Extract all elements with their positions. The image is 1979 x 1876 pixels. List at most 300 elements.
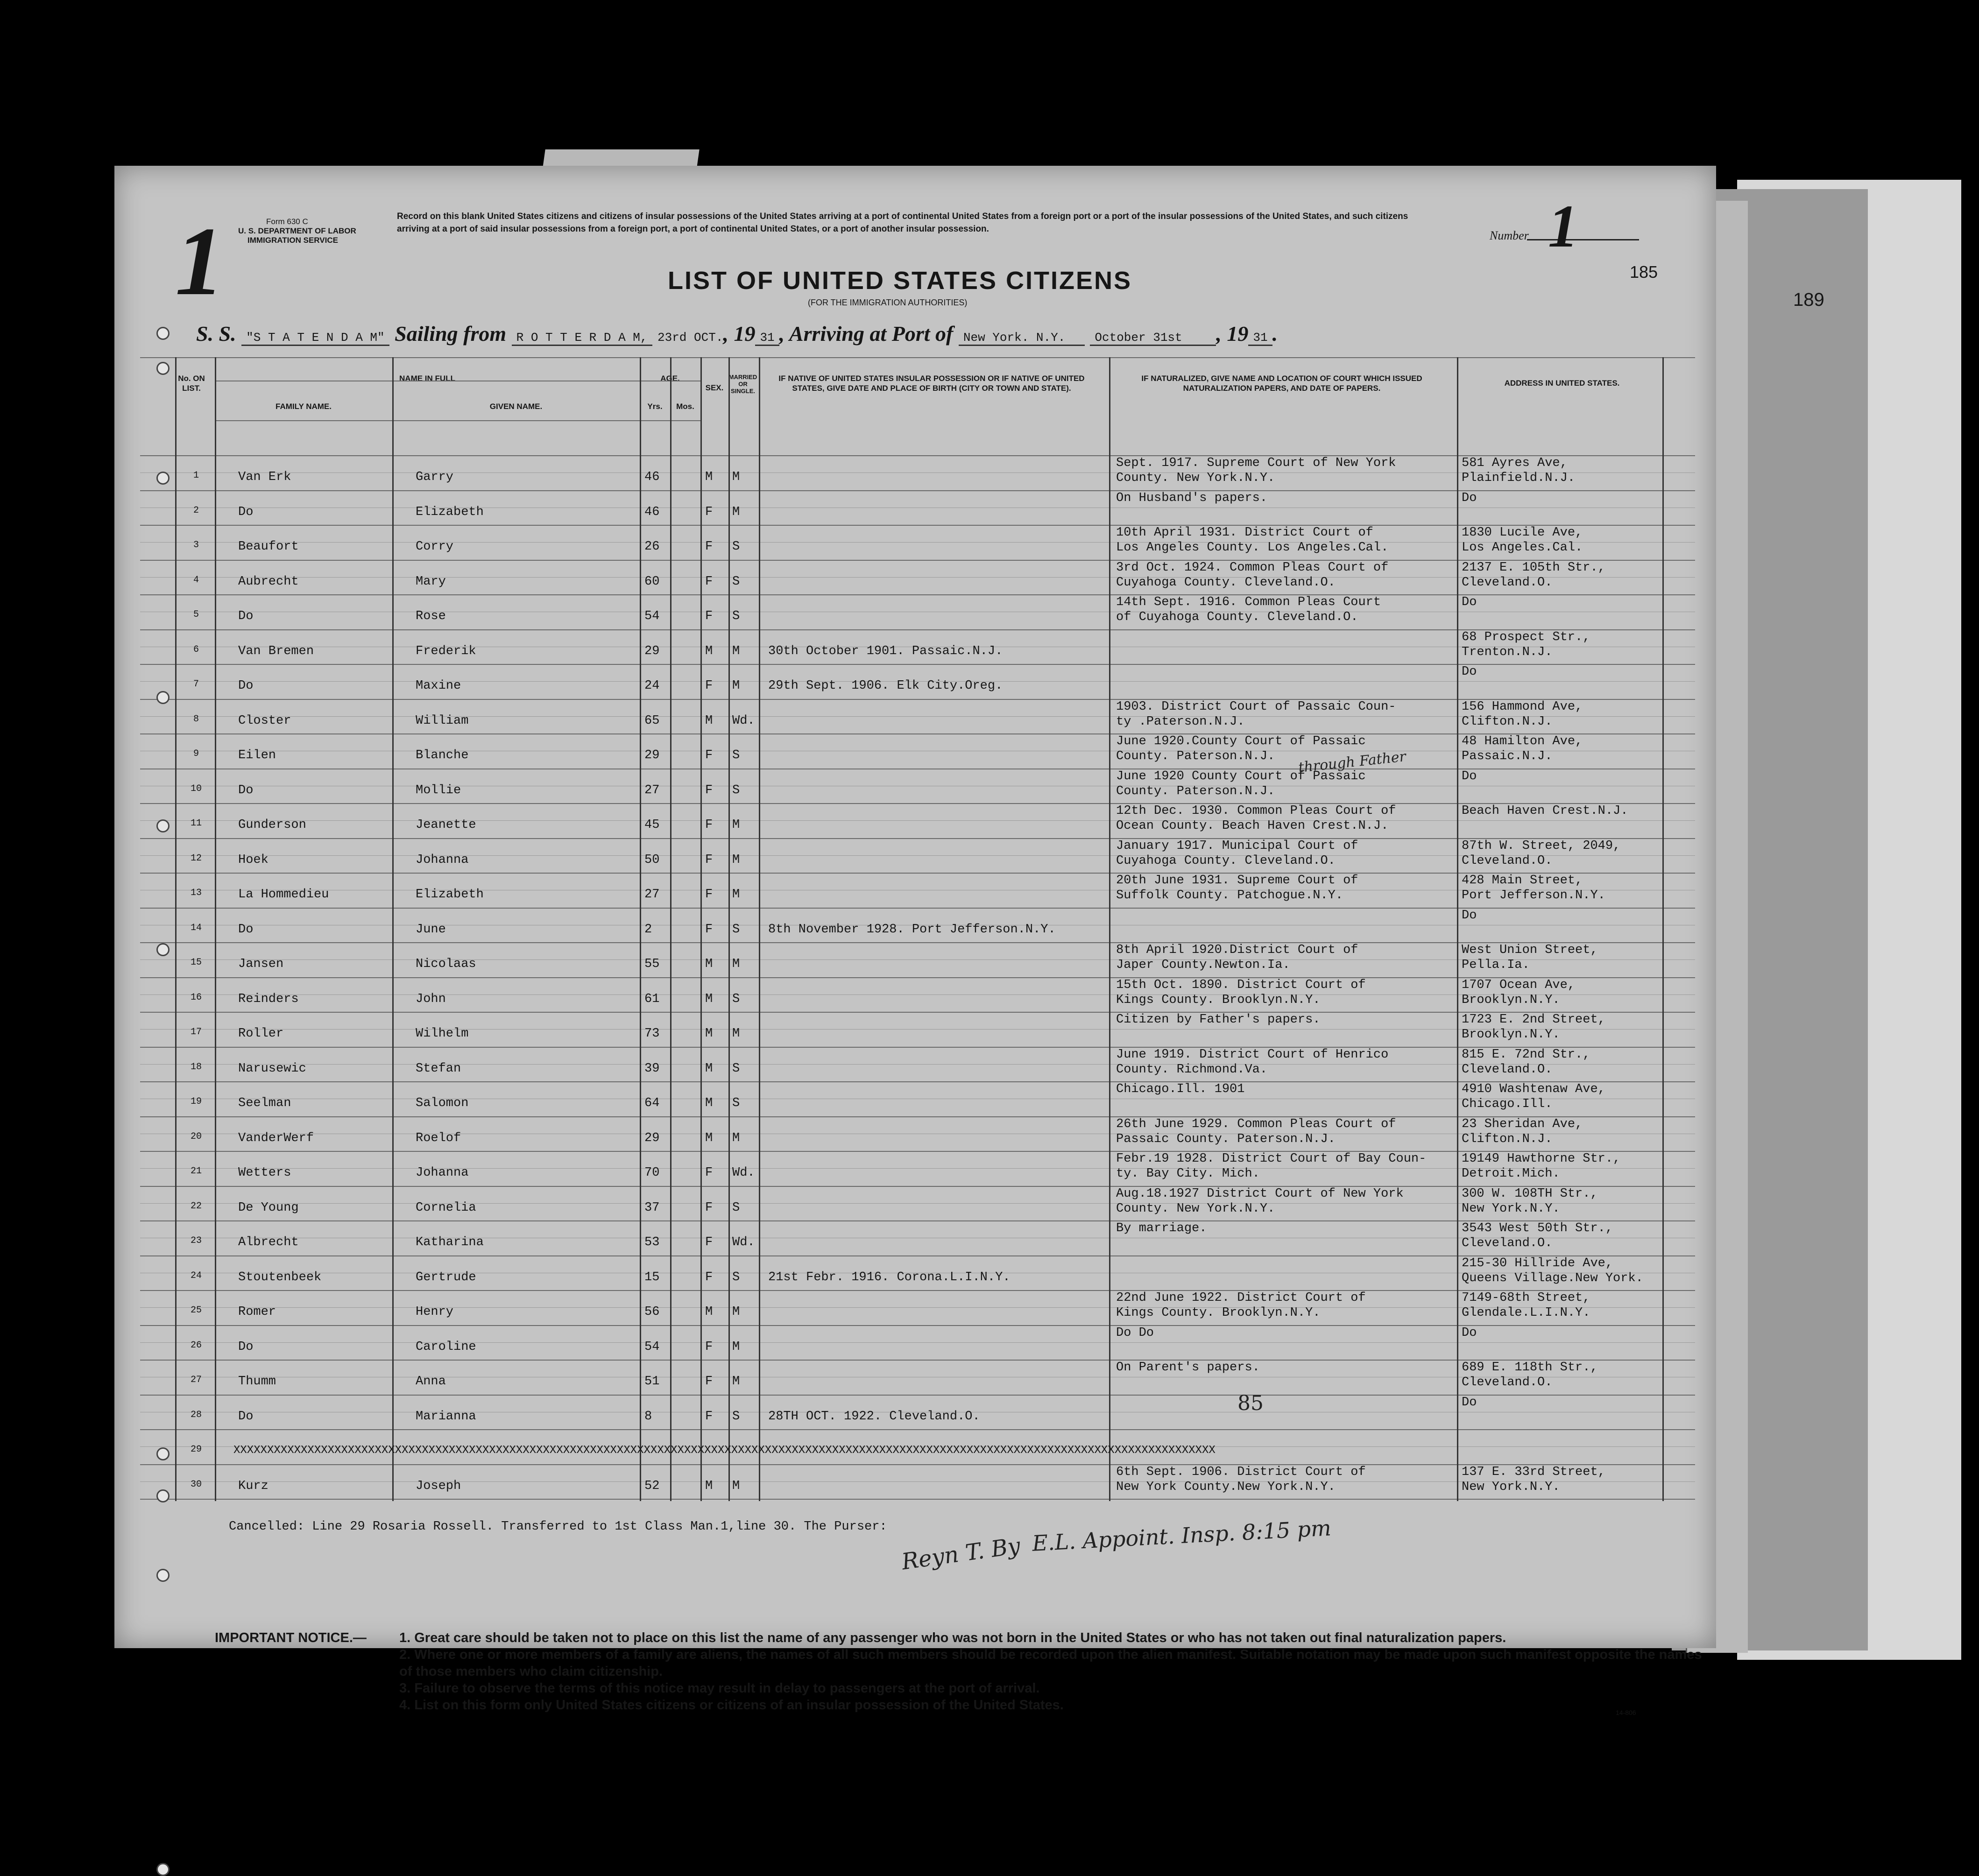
table-rule — [140, 357, 1695, 358]
page-title: LIST OF UNITED STATES CITIZENS — [668, 267, 1132, 295]
cell-given-name: Johanna — [416, 1166, 469, 1180]
cell-sex: M — [705, 992, 713, 1006]
cell-family-name: Kurz — [238, 1479, 269, 1493]
cell-marital-status: S — [732, 574, 740, 589]
cell-marital-status: S — [732, 1096, 740, 1110]
punch-hole — [156, 1569, 170, 1582]
cell-age: 73 — [644, 1027, 660, 1041]
cell-marital-status: M — [732, 644, 740, 658]
cell-sex: F — [705, 540, 713, 554]
punch-hole — [156, 1863, 170, 1876]
cell-address-line-1: 156 Hammond Ave, — [1462, 699, 1583, 714]
cell-family-name: Do — [238, 783, 254, 797]
cell-family-name: Thumm — [238, 1375, 276, 1389]
cell-marital-status: M — [732, 505, 740, 519]
cell-no: 18 — [190, 1061, 202, 1072]
cell-naturalization-line-1: 14th Sept. 1916. Common Pleas Court — [1116, 595, 1381, 609]
cell-no: 28 — [190, 1409, 202, 1420]
cell-age: 27 — [644, 888, 660, 902]
cell-sex: F — [705, 922, 713, 937]
sailing-year: 31 — [755, 331, 779, 346]
cell-no: 3 — [193, 540, 199, 550]
cell-address-line-2: Queens Village.New York. — [1462, 1271, 1643, 1285]
col-header-mos: Mos. — [676, 402, 694, 411]
cell-family-name: Seelman — [238, 1096, 291, 1110]
page-number: 185 — [1630, 262, 1658, 282]
cell-no: 16 — [190, 992, 202, 1003]
cell-address-line-1: 300 W. 108TH Str., — [1462, 1186, 1598, 1201]
cell-address-line-1: 1830 Lucile Ave, — [1462, 526, 1583, 540]
cell-sex: F — [705, 679, 713, 693]
cell-no: 30 — [190, 1479, 202, 1490]
cell-age: 2 — [644, 922, 652, 937]
cell-age: 55 — [644, 957, 660, 971]
cell-address-line-1: 428 Main Street, — [1462, 874, 1583, 888]
cell-family-name: Narusewic — [238, 1061, 306, 1076]
cell-marital-status: S — [732, 609, 740, 623]
cell-family-name: Do — [238, 679, 254, 693]
cell-given-name: Salomon — [416, 1096, 469, 1110]
cell-naturalization-line-1: On Parent's papers. — [1116, 1361, 1260, 1375]
intro-text: Record on this blank United States citizens and citizens of insular possessions of the United States arriving at a port of continental United States from a foreign port or a port of the insular possessions of the United States, and such citizens arriving at a port of said insular possessions from a foreign port, a port of continental United States, or a port of another insular possession. — [397, 212, 1408, 234]
cell-age: 46 — [644, 470, 660, 484]
cell-marital-status: S — [732, 1409, 740, 1424]
cell-age: 24 — [644, 679, 660, 693]
cell-family-name: VanderWerf — [238, 1131, 314, 1145]
cell-no: 15 — [190, 957, 202, 968]
cell-address-line-1: 137 E. 33rd Street, — [1462, 1465, 1605, 1479]
cell-marital-status: M — [732, 1027, 740, 1041]
cell-address-line-2: Pella.Ia. — [1462, 958, 1530, 972]
cell-given-name: Wilhelm — [416, 1027, 469, 1041]
cell-no: 27 — [190, 1375, 202, 1385]
cell-address-line-2: New York.N.Y. — [1462, 1480, 1560, 1494]
cell-given-name: Anna — [416, 1375, 446, 1389]
cell-no: 7 — [193, 679, 199, 690]
notice-heading: IMPORTANT NOTICE.— — [215, 1630, 367, 1645]
form-number: Form 630 C — [266, 217, 308, 226]
cell-address-line-2: New York.N.Y. — [1462, 1201, 1560, 1216]
cell-address-line-1: 1707 Ocean Ave, — [1462, 978, 1576, 992]
ship-prefix: S. S. — [196, 322, 236, 346]
cell-marital-status: M — [732, 470, 740, 484]
cell-age: 39 — [644, 1061, 660, 1076]
cell-age: 54 — [644, 609, 660, 623]
cell-family-name: Do — [238, 505, 254, 519]
cell-naturalization-line-2: ty. Bay City. Mich. — [1116, 1167, 1260, 1181]
cell-sex: F — [705, 1340, 713, 1354]
cell-family-name: Beaufort — [238, 540, 299, 554]
cell-address-line-2: Port Jefferson.N.Y. — [1462, 889, 1605, 903]
cell-sex: F — [705, 574, 713, 589]
cell-given-name: Nicolaas — [416, 957, 476, 971]
cell-family-name: Wetters — [238, 1166, 291, 1180]
table-rule — [140, 1429, 1695, 1430]
cell-marital-status: S — [732, 783, 740, 797]
cell-address-line-2: Los Angeles.Cal. — [1462, 541, 1583, 555]
cell-naturalization-line-1: On Husband's papers. — [1116, 491, 1268, 505]
cell-age: 51 — [644, 1375, 660, 1389]
cell-given-name: Garry — [416, 470, 454, 484]
cell-naturalization-line-2: Cuyahoga County. Cleveland.O. — [1116, 575, 1336, 590]
cell-address-line-1: 48 Hamilton Ave, — [1462, 734, 1583, 748]
col-header-age: AGE. — [660, 374, 680, 383]
list-big-number: 1 — [175, 207, 224, 316]
table-column-rule — [700, 357, 702, 1501]
cell-birth: 29th Sept. 1906. Elk City.Oreg. — [768, 679, 1003, 693]
notice-item-2: 2. Where one or more members of a family are aliens, the names of all such members should be recorded upon the alien manifest. Suitable notation may be made upon such manifest opposite the names of those members who claim citizenship. — [399, 1647, 1702, 1679]
cell-given-name: John — [416, 992, 446, 1006]
cell-age: 70 — [644, 1166, 660, 1180]
cell-address-line-1: 215-30 Hillride Ave, — [1462, 1256, 1613, 1270]
arriving-year: 31 — [1248, 331, 1272, 346]
row-midline — [140, 820, 1695, 821]
sailing-port: R O T T E R D A M, — [512, 331, 652, 346]
cell-marital-status: M — [732, 853, 740, 867]
cell-sex: F — [705, 609, 713, 623]
cell-address-line-1: 689 E. 118th Str., — [1462, 1361, 1598, 1375]
cell-naturalization-line-1: June 1920.County Court of Passaic — [1116, 734, 1366, 748]
cell-no: 8 — [193, 713, 199, 725]
cell-marital-status: M — [732, 1340, 740, 1354]
cell-marital-status: M — [732, 888, 740, 902]
cell-address-line-1: Do — [1462, 1326, 1477, 1340]
cell-address-line-1: 87th W. Street, 2049, — [1462, 839, 1621, 853]
cell-sex: F — [705, 1270, 713, 1284]
cell-given-name: Mollie — [416, 783, 461, 797]
sailing-date: 23rd OCT. — [657, 331, 723, 345]
cell-address-line-1: 2137 E. 105th Str., — [1462, 560, 1605, 575]
cell-naturalization-line-2: ty .Paterson.N.J. — [1116, 714, 1245, 729]
cell-address-line-1: 68 Prospect Str., — [1462, 630, 1590, 644]
cell-age: 65 — [644, 713, 660, 728]
number-underline — [1527, 239, 1639, 240]
cell-birth: 8th November 1928. Port Jefferson.N.Y. — [768, 922, 1056, 937]
cell-marital-status: S — [732, 1270, 740, 1284]
cell-family-name: Jansen — [238, 957, 284, 971]
cell-no: 14 — [190, 922, 202, 933]
cell-naturalization-line-2: County. Paterson.N.J. — [1116, 749, 1275, 763]
cell-age: 54 — [644, 1340, 660, 1354]
cell-sex: M — [705, 1027, 713, 1041]
cell-age: 60 — [644, 574, 660, 589]
cell-address-line-2: Chicago.Ill. — [1462, 1097, 1553, 1111]
cell-sex: F — [705, 1235, 713, 1249]
cell-no: 20 — [190, 1131, 202, 1142]
arriving-year-prefix: 19 — [1227, 322, 1249, 346]
cell-naturalization-line-2: Kings County. Brooklyn.N.Y. — [1116, 1306, 1321, 1320]
ship-line: S. S. "S T A T E N D A M" Sailing from R O T T E R D A M, 23rd OCT., 19 31 , Arriving at Port of New York. N.Y. October 31st , 19 31 . — [196, 322, 1278, 346]
cell-address-line-1: Do — [1462, 1395, 1477, 1410]
cell-family-name: Eilen — [238, 748, 276, 762]
cell-given-name: Elizabeth — [416, 505, 484, 519]
cell-naturalization-line-1: 8th April 1920.District Court of — [1116, 943, 1358, 957]
cell-age: 29 — [644, 644, 660, 658]
col-header-yrs: Yrs. — [647, 402, 663, 411]
cell-sex: M — [705, 1131, 713, 1145]
cell-address-line-2: Cleveland.O. — [1462, 853, 1553, 868]
cell-naturalization-line-2: New York County.New York.N.Y. — [1116, 1480, 1336, 1494]
cell-family-name: De Young — [238, 1200, 299, 1215]
cell-naturalization-line-2: County. New York.N.Y. — [1116, 1201, 1275, 1216]
table-column-rule — [1457, 357, 1458, 1501]
arriving-port: New York. N.Y. — [959, 331, 1085, 346]
cell-sex: F — [705, 818, 713, 832]
side-page-number: 189 — [1793, 289, 1824, 310]
table-column-rule — [670, 357, 671, 1501]
cell-no: 1 — [193, 470, 199, 481]
handwritten-signature-2: E.L. Appoint. Insp. 8:15 pm — [1032, 1515, 1332, 1556]
cell-family-name: Reinders — [238, 992, 299, 1006]
notice-items — [399, 1629, 1707, 1714]
table-column-rule — [175, 357, 177, 1501]
cell-age: 8 — [644, 1409, 652, 1424]
cell-address-line-2: Detroit.Mich. — [1462, 1167, 1560, 1181]
cell-family-name: Hoek — [238, 853, 269, 867]
cell-family-name: Roller — [238, 1027, 284, 1041]
punch-hole — [156, 327, 170, 340]
sailing-year-prefix: 19 — [734, 322, 756, 346]
cell-naturalization-line-2: County. New York.N.Y. — [1116, 471, 1275, 485]
cell-family-name: Closter — [238, 713, 291, 728]
cell-address-line-1: Do — [1462, 595, 1477, 609]
cell-naturalization-line-1: 20th June 1931. Supreme Court of — [1116, 874, 1358, 888]
cell-given-name: Johanna — [416, 853, 469, 867]
table-column-rule — [392, 357, 394, 1501]
cell-address-line-1: 581 Ayres Ave, — [1462, 456, 1568, 470]
page-subtitle: (FOR THE IMMIGRATION AUTHORITIES) — [808, 298, 968, 307]
col-header-family: FAMILY NAME. — [276, 402, 332, 411]
cell-no: 6 — [193, 644, 199, 655]
cell-age: 45 — [644, 818, 660, 832]
cell-age: 29 — [644, 1131, 660, 1145]
cell-given-name: Joseph — [416, 1479, 461, 1493]
cell-no: 9 — [193, 748, 199, 759]
cell-given-name: Gertrude — [416, 1270, 476, 1284]
cell-no: 10 — [190, 783, 202, 794]
cell-address-line-1: 4910 Washtenaw Ave, — [1462, 1082, 1605, 1096]
cell-family-name: Do — [238, 609, 254, 623]
cell-given-name: June — [416, 922, 446, 937]
cell-address-line-1: West Union Street, — [1462, 943, 1598, 957]
footer-form-code: 14-806 — [1616, 1709, 1636, 1716]
cell-sex: M — [705, 1479, 713, 1493]
cell-birth: 30th October 1901. Passaic.N.J. — [768, 644, 1003, 658]
cell-address-line-2: Trenton.N.J. — [1462, 645, 1553, 659]
cell-sex: F — [705, 1409, 713, 1424]
cell-marital-status: S — [732, 540, 740, 554]
cell-naturalization-line-2: Kings County. Brooklyn.N.Y. — [1116, 993, 1321, 1007]
cell-naturalization-line-1: 6th Sept. 1906. District Court of — [1116, 1465, 1366, 1479]
cell-sex: F — [705, 1375, 713, 1389]
cell-sex: M — [705, 713, 713, 728]
cell-family-name: Van Bremen — [238, 644, 314, 658]
cell-no: 17 — [190, 1027, 202, 1037]
cell-naturalization-line-1: June 1919. District Court of Henrico — [1116, 1047, 1389, 1062]
cell-address-line-2: Cleveland.O. — [1462, 1062, 1553, 1077]
cell-marital-status: Wd. — [732, 1166, 755, 1180]
cell-birth: 21st Febr. 1916. Corona.L.I.N.Y. — [768, 1270, 1011, 1284]
cell-age: 15 — [644, 1270, 660, 1284]
agency-block — [238, 217, 356, 245]
cell-given-name: Frederik — [416, 644, 476, 658]
table-column-rule — [759, 357, 760, 1501]
cell-given-name: Jeanette — [416, 818, 476, 832]
cell-address-line-2: Plainfield.N.J. — [1462, 471, 1576, 485]
cell-given-name: Maxine — [416, 679, 461, 693]
cell-naturalization-line-2: of Cuyahoga County. Cleveland.O. — [1116, 610, 1358, 624]
row-midline — [140, 1342, 1695, 1343]
table-column-rule — [640, 357, 641, 1501]
number-value: 1 — [1548, 193, 1578, 260]
cell-sex: F — [705, 505, 713, 519]
cell-naturalization-line-1: Febr.19 1928. District Court of Bay Coun- — [1116, 1152, 1427, 1166]
cell-address-line-2: Cleveland.O. — [1462, 575, 1553, 590]
cell-naturalization-line-2: Los Angeles County. Los Angeles.Cal. — [1116, 541, 1389, 555]
cell-no: 11 — [190, 818, 202, 829]
cell-family-name: Do — [238, 922, 254, 937]
cell-family-name: Aubrecht — [238, 574, 299, 589]
cell-naturalization-line-1: 10th April 1931. District Court of — [1116, 526, 1373, 540]
cell-sex: F — [705, 1200, 713, 1215]
table-column-rule — [1109, 357, 1110, 1501]
cell-sex: M — [705, 644, 713, 658]
cell-family-name: Stoutenbeek — [238, 1270, 322, 1284]
cell-naturalization-line-2: County. Richmond.Va. — [1116, 1062, 1268, 1077]
cell-naturalization-line-2: Cuyahoga County. Cleveland.O. — [1116, 853, 1336, 868]
cell-given-name: Elizabeth — [416, 888, 484, 902]
cell-address-line-1: 815 E. 72nd Str., — [1462, 1047, 1590, 1062]
cell-marital-status: Wd. — [732, 1235, 755, 1249]
cell-naturalization-line-1: 12th Dec. 1930. Common Pleas Court of — [1116, 804, 1396, 818]
cell-birth: 28TH OCT. 1922. Cleveland.O. — [768, 1409, 980, 1424]
col-header-given: GIVEN NAME. — [489, 402, 543, 411]
cell-address-line-1: 23 Sheridan Ave, — [1462, 1117, 1583, 1131]
cell-naturalization-line-1: 26th June 1929. Common Pleas Court of — [1116, 1117, 1396, 1131]
cell-marital-status: Wd. — [732, 713, 755, 728]
cell-sex: M — [705, 1096, 713, 1110]
cell-naturalization-line-1: Do Do — [1116, 1326, 1154, 1340]
cell-address-line-2: Cleveland.O. — [1462, 1375, 1553, 1389]
cell-no: 22 — [190, 1200, 202, 1212]
cell-address-line-1: Do — [1462, 665, 1477, 679]
cell-given-name: Mary — [416, 574, 446, 589]
cell-address-line-2: Clifton.N.J. — [1462, 714, 1553, 729]
cell-address-line-2: Cleveland.O. — [1462, 1236, 1553, 1250]
table-column-rule — [215, 357, 216, 1501]
cell-age: 50 — [644, 853, 660, 867]
cell-sex: F — [705, 853, 713, 867]
cell-address-line-1: Beach Haven Crest.N.J. — [1462, 804, 1628, 818]
number-label: Number — [1490, 229, 1529, 242]
cell-no: 19 — [190, 1096, 202, 1107]
col-header-married: MARRIED OR SINGLE. — [728, 374, 757, 395]
cell-naturalization-line-1: 15th Oct. 1890. District Court of — [1116, 978, 1366, 992]
cell-no: 4 — [193, 574, 199, 585]
cell-marital-status: M — [732, 679, 740, 693]
cell-naturalization-line-1: Citizen by Father's papers. — [1116, 1013, 1321, 1027]
cell-age: 64 — [644, 1096, 660, 1110]
cell-address-line-2: Clifton.N.J. — [1462, 1132, 1553, 1146]
cell-age: 29 — [644, 748, 660, 762]
handwritten-margin-note: through Father — [1297, 748, 1407, 776]
cell-naturalization-line-1: June 1920 County Court of Passaic — [1116, 769, 1366, 783]
cell-family-name: Gunderson — [238, 818, 306, 832]
cell-naturalization-line-1: Chicago.Ill. 1901 — [1116, 1082, 1245, 1096]
notice-item-3: 3. Failure to observe the terms of this notice may result in delay to passengers at the port of arrival. — [399, 1681, 1040, 1696]
cell-given-name: Cornelia — [416, 1200, 476, 1215]
handwritten-page-count: 85 — [1237, 1391, 1264, 1415]
cell-age: 46 — [644, 505, 660, 519]
cell-naturalization-line-2: Ocean County. Beach Haven Crest.N.J. — [1116, 819, 1389, 833]
cell-given-name: Caroline — [416, 1340, 476, 1354]
cell-address-line-1: Do — [1462, 908, 1477, 923]
cell-age: 61 — [644, 992, 660, 1006]
cell-given-name: Marianna — [416, 1409, 476, 1424]
notice-item-1: 1. Great care should be taken not to place on this list the name of any passenger who was not born in the United States or who has not taken out final naturalization papers. — [399, 1630, 1506, 1645]
col-header-no: No. ON LIST. — [178, 374, 205, 393]
cell-age: 56 — [644, 1305, 660, 1319]
cell-age: 37 — [644, 1200, 660, 1215]
cell-given-name: Roelof — [416, 1131, 461, 1145]
col-header-address: ADDRESS IN UNITED STATES. — [1504, 379, 1620, 388]
cell-no: 21 — [190, 1166, 202, 1177]
col-header-native: IF NATIVE OF UNITED STATES INSULAR POSSESSION OR IF NATIVE OF UNITED STATES, GIVE DATE AND PLACE OF BIRTH (CITY OR TOWN AND STATE). — [778, 374, 1085, 393]
cell-no: 5 — [193, 609, 199, 620]
ship-name: "S T A T E N D A M" — [241, 331, 389, 346]
cell-family-name: XXXXXXXXXXXXXXXXXXXXXXXXXXXXXXXXXXXXXXXXXXXXXXXXXXXXXXXXXXXXXXXXXXXXXXXXXXXXXXXXXXXXXXXXXXXXXXXXXXXXXXXXXXXXXXXXXXXXXXXXXXXXXXXXXXXXXXXXXXXXXXXXXX — [233, 1444, 1216, 1457]
cell-age: 27 — [644, 783, 660, 797]
cell-marital-status: M — [732, 1375, 740, 1389]
cancelled-note: Cancelled: Line 29 Rosaria Rossell. Transferred to 1st Class Man.1,line 30. The Purser: — [229, 1520, 887, 1534]
cell-no: 29 — [190, 1444, 202, 1455]
sailing-label: Sailing from — [395, 322, 507, 346]
cell-marital-status: S — [732, 1200, 740, 1215]
cell-address-line-2: Brooklyn.N.Y. — [1462, 1028, 1560, 1042]
cell-sex: M — [705, 470, 713, 484]
handwritten-signature-1: Reyn T. By — [900, 1532, 1022, 1575]
cell-age: 52 — [644, 1479, 660, 1493]
cell-no: 24 — [190, 1270, 202, 1281]
cell-given-name: Corry — [416, 540, 454, 554]
table-rule — [215, 420, 700, 421]
cell-naturalization-line-1: Aug.18.1927 District Court of New York — [1116, 1186, 1404, 1201]
manifest-table — [140, 357, 1695, 1501]
cell-naturalization-line-2: Suffolk County. Patchogue.N.Y. — [1116, 889, 1343, 903]
punch-hole — [156, 1447, 170, 1460]
cell-marital-status: S — [732, 992, 740, 1006]
cell-no: 13 — [190, 888, 202, 898]
cell-no: 25 — [190, 1305, 202, 1316]
notice-item-4: 4. List on this form only United States citizens or citizens of an insular possession of the United States. — [399, 1698, 1064, 1713]
cell-age: 53 — [644, 1235, 660, 1249]
cell-naturalization-line-2: County. Paterson.N.J. — [1116, 784, 1275, 798]
cell-address-line-2: Brooklyn.N.Y. — [1462, 993, 1560, 1007]
cell-sex: F — [705, 748, 713, 762]
cell-no: 23 — [190, 1235, 202, 1246]
cell-naturalization-line-1: 3rd Oct. 1924. Common Pleas Court of — [1116, 560, 1389, 575]
table-rule — [140, 1499, 1695, 1500]
cell-age: 26 — [644, 540, 660, 554]
cell-naturalization-line-2: Passaic County. Paterson.N.J. — [1116, 1132, 1336, 1146]
cell-sex: M — [705, 1305, 713, 1319]
cell-marital-status: S — [732, 922, 740, 937]
cell-naturalization-line-1: January 1917. Municipal Court of — [1116, 839, 1358, 853]
cell-no: 12 — [190, 853, 202, 864]
cell-naturalization-line-1: By marriage. — [1116, 1221, 1207, 1235]
cell-marital-status: M — [732, 1131, 740, 1145]
punch-hole — [156, 362, 170, 375]
